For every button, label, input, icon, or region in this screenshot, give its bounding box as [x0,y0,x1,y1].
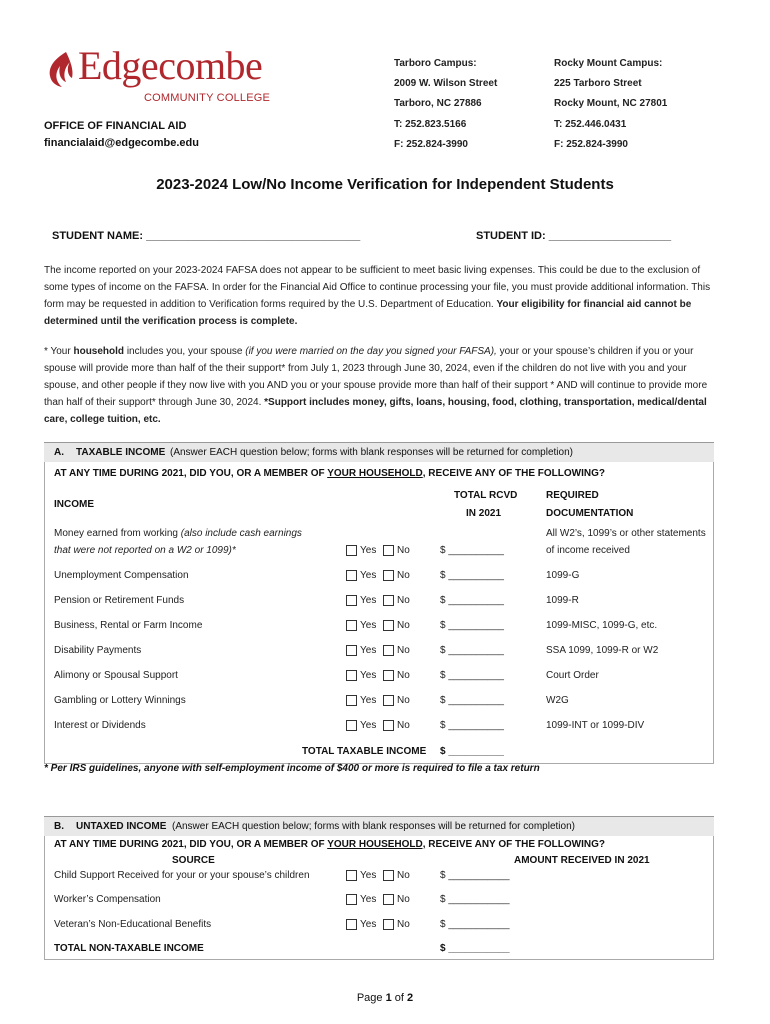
doc-label: 1099-INT or 1099-DIV [546,720,645,731]
income-row-label: Disability Payments [54,645,142,656]
yes-label: Yes [360,620,377,631]
col-source: SOURCE [172,855,215,866]
amount-field[interactable]: $ ___________ [440,919,510,930]
no-checkbox[interactable] [383,870,394,881]
yes-checkbox[interactable] [346,720,357,731]
yes-label: Yes [360,894,377,905]
amount-field[interactable]: $ __________ [440,570,504,581]
earned-doc-2: of income received [546,545,630,556]
doc-label: 1099-MISC, 1099-G, etc. [546,620,658,631]
income-row-label: Unemployment Compensation [54,570,189,581]
irs-footnote: * Per IRS guidelines, anyone with self-employment income of $400 or more is required to file a tax return [44,763,540,774]
no-checkbox[interactable] [383,595,394,606]
tarboro-city: Tarboro, NC 27886 [394,98,482,109]
earned-doc: All W2’s, 1099’s or other statements [546,528,706,539]
earned-yes-checkbox[interactable] [346,545,357,556]
page-title: 2023-2024 Low/No Income Verification for Independent Students [156,176,614,193]
no-label: No [397,870,410,881]
col-documentation: DOCUMENTATION [546,508,634,519]
tarboro-campus-title: Tarboro Campus: [394,58,477,69]
no-label: No [397,595,410,606]
yes-checkbox[interactable] [346,695,357,706]
household-paragraph: * Your household includes you, your spouse (if you were married on the day you signed your FAFSA), your or your spouse’s children if you or your spouse will provide more than half of the their support* from July 1, 2023 through June 30, 2024, even if the children do not live with you and your spouse, and other people if they now live with you AND you or your spouse provide more than half of their support * AND will continue to provide more than half of their support* through June 30, 2024. *Support includes money, gifts, loans, housing, food, clothing, transportation, medical/dental care, college tuition, etc. [44,346,708,425]
office-name: OFFICE OF FINANCIAL AID [44,120,187,132]
rocky-campus-title: Rocky Mount Campus: [554,58,663,69]
yes-label: Yes [360,720,377,731]
no-label: No [397,545,410,556]
intro-paragraph: The income reported on your 2023-2024 FAFSA does not appear to be sufficient to meet basic living expenses. This could be due to the exclusion of some types of income on the FAFSA. In order for the Financial Aid Office to continue processing your file, you must provide additional information. This form may be requested in addition to Verification forms required by the U.S. Department of Education. Your eligibility for financial aid cannot be determined until the verification process is complete. [44,265,711,327]
rocky-phone: T: 252.446.0431 [554,119,627,130]
income-row-label: Pension or Retirement Funds [54,595,185,606]
section-b-question: AT ANY TIME DURING 2021, DID YOU, OR A MEMBER OF YOUR HOUSEHOLD, RECEIVE ANY OF THE FOLLOWING? [54,839,605,850]
earned-amount-field[interactable]: $ __________ [440,545,504,556]
yes-checkbox[interactable] [346,620,357,631]
tarboro-phone: T: 252.823.5166 [394,119,467,130]
no-checkbox[interactable] [383,570,394,581]
amount-field[interactable]: $ __________ [440,695,504,706]
tarboro-street: 2009 W. Wilson Street [394,78,498,89]
amount-field[interactable]: $ __________ [440,645,504,656]
no-checkbox[interactable] [383,919,394,930]
yes-checkbox[interactable] [346,919,357,930]
earned-income-label-2: that were not reported on a W2 or 1099)* [54,545,236,556]
yes-label: Yes [360,595,377,606]
yes-label: Yes [360,545,377,556]
yes-label: Yes [360,670,377,681]
no-label: No [397,645,410,656]
no-label: No [397,695,410,706]
section-a-question: AT ANY TIME DURING 2021, DID YOU, OR A MEMBER OF YOUR HOUSEHOLD, RECEIVE ANY OF THE FOLLOWING? [54,468,605,479]
amount-field[interactable]: $ __________ [440,720,504,731]
earned-no-checkbox[interactable] [383,545,394,556]
untaxed-row-label: Veteran’s Non-Educational Benefits [54,919,212,930]
income-row-label: Alimony or Spousal Support [54,670,178,681]
yes-checkbox[interactable] [346,595,357,606]
yes-label: Yes [360,570,377,581]
amount-field[interactable]: $ ___________ [440,894,510,905]
rocky-city: Rocky Mount, NC 27801 [554,98,668,109]
page-number: Page 1 of 2 [356,992,414,1004]
amount-field[interactable]: $ __________ [440,670,504,681]
doc-label: 1099-G [546,570,580,581]
doc-label: 1099-R [546,595,579,606]
total-taxable-label: TOTAL TAXABLE INCOME [302,746,427,757]
office-email[interactable]: financialaid@edgecombe.edu [44,137,199,149]
logo-subtitle: COMMUNITY COLLEGE [144,92,271,104]
yes-checkbox[interactable] [346,870,357,881]
doc-label: Court Order [546,670,599,681]
rocky-street: 225 Tarboro Street [554,78,642,89]
section-b-header: B. UNTAXED INCOME (Answer EACH question below; forms with blank responses will be returned for completion) [44,816,714,836]
earned-income-label: Money earned from working (also include cash earnings [54,528,302,539]
yes-label: Yes [360,645,377,656]
income-row-label: Gambling or Lottery Winnings [54,695,186,706]
no-label: No [397,620,410,631]
no-checkbox[interactable] [383,695,394,706]
total-nontaxable-field[interactable]: $ ___________ [440,943,510,954]
flame-logo-icon [44,50,76,88]
col-required: REQUIRED [546,490,599,501]
student-id-field[interactable]: STUDENT ID: ____________________ [476,230,672,242]
total-taxable-field[interactable]: $ __________ [440,746,504,757]
no-label: No [397,919,410,930]
no-label: No [397,720,410,731]
section-a-header: A. TAXABLE INCOME (Answer EACH question below; forms with blank responses will be returned for completion) [44,442,714,462]
yes-checkbox[interactable] [346,645,357,656]
yes-label: Yes [360,870,377,881]
yes-checkbox[interactable] [346,570,357,581]
yes-checkbox[interactable] [346,670,357,681]
untaxed-row-label: Worker’s Compensation [54,894,161,905]
student-name-field[interactable]: STUDENT NAME: ___________________________________ [52,230,361,242]
amount-field[interactable]: $ __________ [440,595,504,606]
col-income: INCOME [54,499,94,510]
total-nontaxable-label: TOTAL NON-TAXABLE INCOME [54,943,204,954]
col-total-rcvd: TOTAL RCVD [454,490,518,501]
no-checkbox[interactable] [383,720,394,731]
income-row-label: Business, Rental or Farm Income [54,620,203,631]
no-label: No [397,570,410,581]
amount-field[interactable]: $ ___________ [440,870,510,881]
no-checkbox[interactable] [383,620,394,631]
tarboro-fax: F: 252.824-3990 [394,139,468,150]
income-row-label: Interest or Dividends [54,720,146,731]
no-label: No [397,894,410,905]
no-label: No [397,670,410,681]
yes-label: Yes [360,919,377,930]
logo-wordmark: Edgecombe [78,43,263,88]
doc-label: SSA 1099, 1099-R or W2 [546,645,659,656]
col-amount-received: AMOUNT RECEIVED IN 2021 [514,855,650,866]
col-in-2021: IN 2021 [466,508,502,519]
rocky-fax: F: 252.824-3990 [554,139,628,150]
untaxed-row-label: Child Support Received for your or your spouse’s children [54,870,310,881]
no-checkbox[interactable] [383,645,394,656]
amount-field[interactable]: $ __________ [440,620,504,631]
doc-label: W2G [546,695,569,706]
yes-checkbox[interactable] [346,894,357,905]
no-checkbox[interactable] [383,894,394,905]
no-checkbox[interactable] [383,670,394,681]
yes-label: Yes [360,695,377,706]
